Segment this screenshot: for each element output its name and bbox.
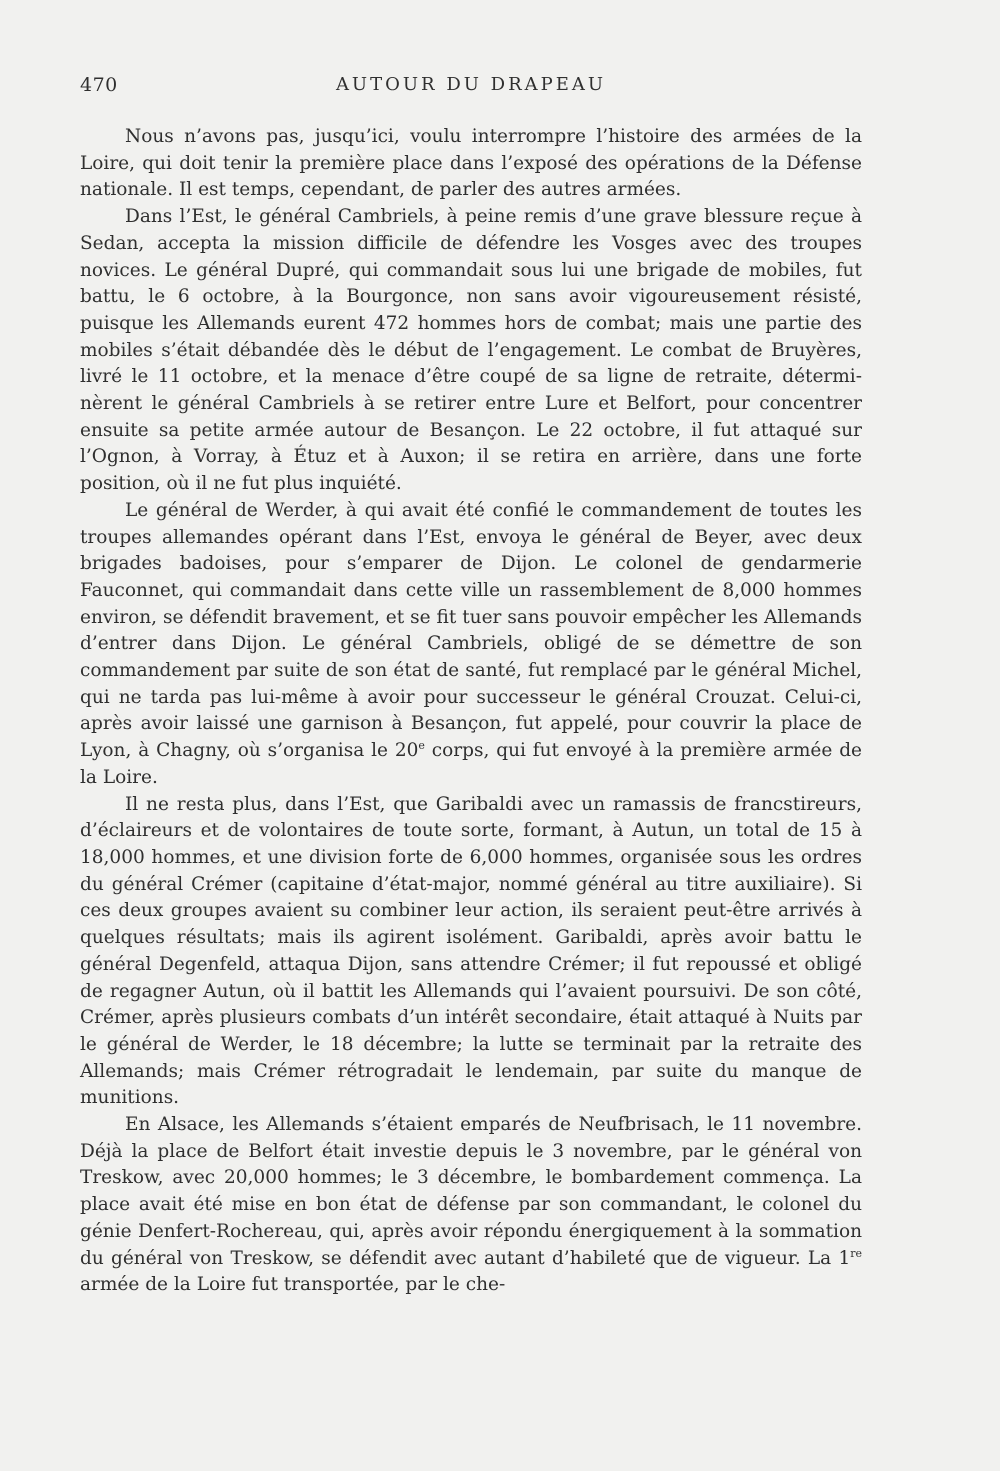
ordinal-number: 20 xyxy=(394,740,419,762)
ordinal-number: 1 xyxy=(838,1247,851,1269)
paragraph-text-end: corps, qui fut envoyé à la première armée de la Loire. xyxy=(80,740,862,788)
ordinal-superscript: e xyxy=(418,739,425,753)
page-number: 470 xyxy=(80,74,118,96)
running-title: AUTOUR DU DRAPEAU xyxy=(335,74,607,95)
paragraph-4 xyxy=(80,792,862,1112)
paragraph-5 xyxy=(80,1112,862,1299)
paragraph-text: En Alsace, les Allemands s’étaient emparés de Neufbrisach, le 11 novembre. Déjà la place de Belfort était investie depuis le 3 novembre, par le général von Treskow, avec 20,000 hommes; le 3 décembre, le bombardement commença. La place avait été mise en bon état de défense par son commandant, le colonel du génie Denfert-Rochereau, qui, après avoir répondu énergiquement à la sommation du général von Treskow, se défendit avec autant d’habileté que de vigueur. La xyxy=(80,1114,862,1269)
paragraph-text: Il ne resta plus, dans l’Est, que Garibaldi avec un ramassis de francstireurs, d’éclaireurs et de volontaires de toute sorte, formant, à Autun, un total de 15 à 18,000 hommes, et une division forte de 6,000 hommes, organisée sous les ordres du général Crémer (capitaine d’état-major, nommé général au titre auxiliaire). Si ces deux groupes avaient su combiner leur action, ils seraient peut-être arrivés à quelques résultats; mais ils agirent isolément. Garibaldi, après avoir battu le général Degenfeld, attaqua Dijon, sans attendre Crémer; il fut repoussé et obligé de regagner Autun, où il battit les Allemands qui l’avaient poursuivi. De son côté, Crémer, après plusieurs combats d’un intérêt secondaire, était attaqué à Nuits par le général de Werder, le 18 décembre; la lutte se terminait par la retraite des Allemands; mais Crémer rétrogradait le lendemain, par suite du manque de munitions. xyxy=(80,793,862,1109)
paragraph-text-end: armée de la Loire fut transportée, par le che- xyxy=(80,1274,506,1296)
paragraph-1 xyxy=(80,124,862,204)
paragraph-text: Le général de Werder, à qui avait été confié le commandement de toutes les troupes allemandes opérant dans l’Est, envoya le général de Beyer, avec deux brigades badoises, pour s’emparer de Dijon. Le colonel de gendarmerie Fauconnet, qui commandait dans cette ville un rassemblement de 8,000 hommes environ, se défendit bravement, et se fit tuer sans pouvoir empêcher les Allemands d’entrer dans Dijon. Le général Cambriels, obligé de se démettre de son commandement par suite de son état de santé, fut remplacé par le général Michel, qui ne tarda pas lui-même à avoir pour successeur le général Crouzat. Celui-ci, après avoir laissé une garnison à Besançon, fut appelé, pour couvrir la place de Lyon, à Chagny, où s’organisa le xyxy=(80,499,862,762)
paragraph-text: Nous n’avons pas, jusqu’ici, voulu interrompre l’histoire des armées de la Loire, qui doit tenir la première place dans l’exposé des opérations de la Défense nationale. Il est temps, cependant, de parler des autres armées. xyxy=(80,126,862,201)
paragraph-3 xyxy=(80,498,862,792)
paragraph-2 xyxy=(80,204,862,498)
body-text xyxy=(80,124,862,1299)
ordinal-superscript: re xyxy=(850,1246,862,1260)
page-header xyxy=(80,74,862,104)
paragraph-text: Dans l’Est, le général Cambriels, à peine remis d’une grave blessure reçue à Sedan, accepta la mission difficile de défendre les Vosges avec des troupes novices. Le général Dupré, qui commandait sous lui une brigade de mobiles, fut battu, le 6 octobre, à la Bourgonce, non sans avoir vigoureusement résisté, puisque les Allemands eurent 472 hommes hors de combat; mais une partie des mobiles s’était débandée dès le début de l’engagement. Le combat de Bruyères, livré le 11 octobre, et la menace d’être coupé de sa ligne de retraite, déterminèrent le général Cambriels à se retirer entre Lure et Belfort, pour concentrer ensuite sa petite armée autour de Besançon. Le 22 octobre, il fut attaqué sur l’Ognon, à Vorray, à Étuz et à Auxon; il se retira en arrière, dans une forte position, où il ne fut plus inquiété. xyxy=(80,206,862,495)
